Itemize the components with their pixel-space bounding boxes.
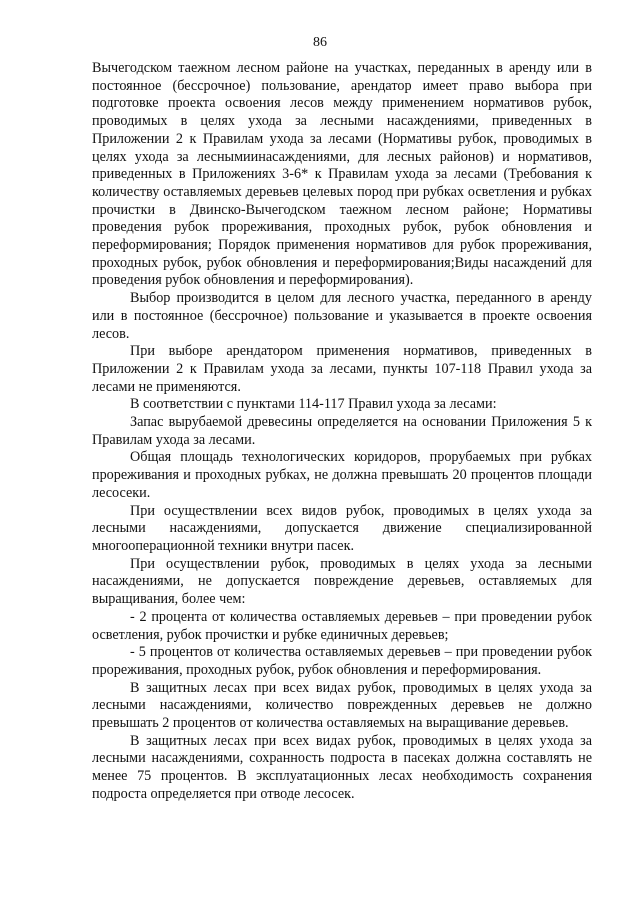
paragraph-damage-limits: При осуществлении рубок, проводимых в целях ухода за лесными насаждениями, не допускается повреждение деревьев, оставляемых для выращивания, более чем: — [92, 555, 592, 608]
paragraph-protective-forests-undergrowth: В защитных лесах при всех видах рубок, проводимых в целях ухода за лесными насаждениями, сохранность подроста в пасеках должна составлять не менее 75 процентов. В эксплуатационных лесах необходимость сохранения подроста определяется при отводе лесосек. — [92, 732, 592, 802]
paragraph-machinery-movement: При осуществлении всех видов рубок, проводимых в целях ухода за лесными насаждениями, допускается движение специализированной многооперационной техники внутри пасек. — [92, 502, 592, 554]
document-body — [92, 60, 592, 804]
list-item-damage-2-percent: - 2 процента от количества оставляемых деревьев – при проведении рубок осветления, рубок прочистки и рубке единичных деревьев; — [92, 608, 592, 643]
paragraph-corridor-area: Общая площадь технологических коридоров, прорубаемых при рубках прореживания и проходных рубках, не должна превышать 20 процентов площади лесосеки. — [92, 449, 592, 501]
paragraph-continuation: Вычегодском таежном лесном районе на участках, переданных в аренду или в постоянное (бессрочное) пользование, арендатор имеет право выбора при подготовке проекта освоения лесов между применением нормативов рубок, проводимых в целях ухода за лесными насаждениями, приведенных в Приложении 2 к Правилам ухода за лесами (Нормативы рубок, проводимых в целях ухода за леснымиинасаждениями, для лесных районов) и нормативов, приведенных в Приложениях 3-6* к Правилам ухода за лесами (Требования к количеству оставляемых деревьев целевых пород при рубках осветления и рубках прочистки в Двинско-Вычегодском таежном лесном районе; Нормативы проведения рубок прореживания, проходных рубок, рубок обновления и переформирования; Порядок применения нормативов для рубок прореживания, проходных рубок, рубок обновления и переформирования;Виды насаждений для проведения рубок обновления и переформирования). — [92, 60, 592, 289]
list-item-damage-5-percent: - 5 процентов от количества оставляемых деревьев – при проведении рубок прореживания, проходных рубок, рубок обновления и переформирования. — [92, 644, 592, 678]
paragraph-appendix-2-choice: При выборе арендатором применения нормативов, приведенных в Приложении 2 к Правилам ухода за лесами, пункты 107-118 Правил ухода за лесами не применяются. — [92, 343, 592, 395]
paragraph-harvest-volume: Запас вырубаемой древесины определяется на основании Приложения 5 к Правилам ухода за лесами. — [92, 414, 592, 448]
page-number: 86 — [313, 35, 327, 50]
paragraph-selection-scope: Выбор производится в целом для лесного участка, переданного в аренду или в постоянное (бессрочное) пользование и указывается в проекте освоения лесов. — [92, 290, 592, 342]
paragraph-protective-forests-damage: В защитных лесах при всех видах рубок, проводимых в целях ухода за лесными насаждениями, количество поврежденных деревьев не должно превышать 2 процентов от количества оставляемых на выращивание деревьев. — [92, 679, 592, 732]
paragraph-rules-114-117: В соответствии с пунктами 114-117 Правил ухода за лесами: — [130, 396, 497, 413]
